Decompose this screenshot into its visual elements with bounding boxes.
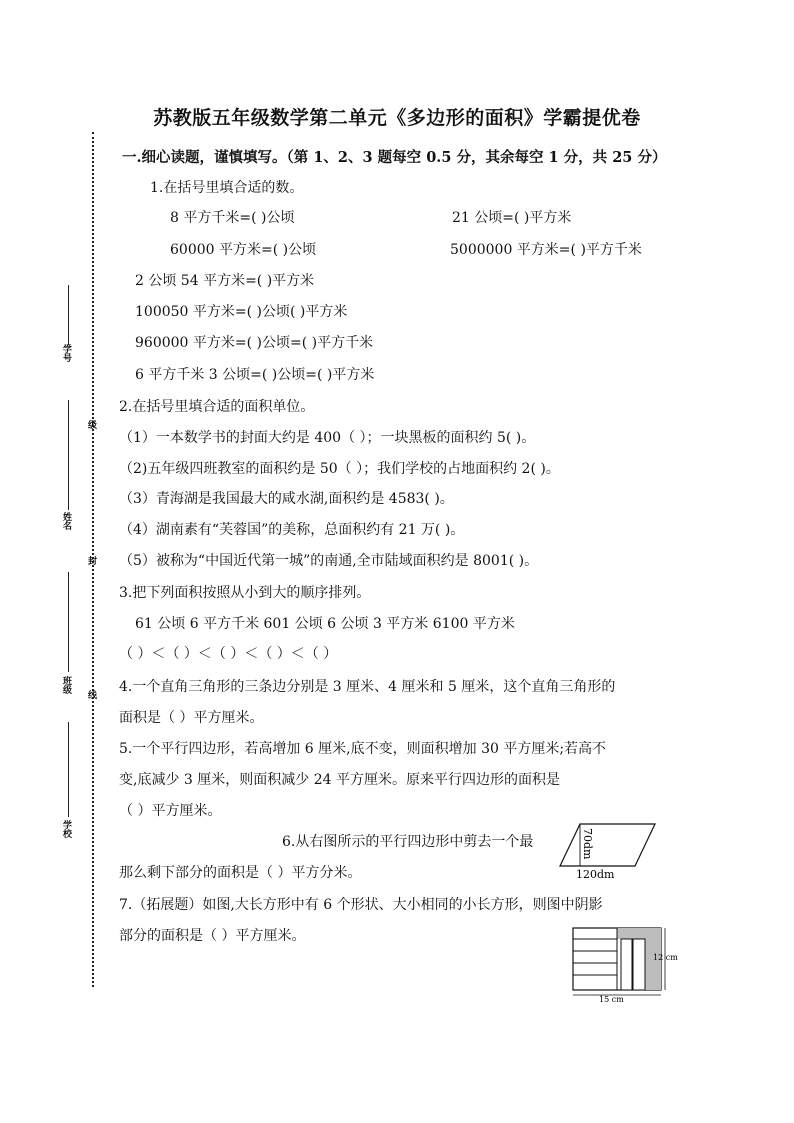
section-heading: 一.细心读题，谨慎填写。（第 1、2、3 题每空 0.5 分，其余每空 1 分，共 25 分） [122,149,667,166]
q1-item-b: 21 公顷=( )平方米 [452,210,572,226]
q6-line-2: 那么剩下部分的面积是（ ）平方分米。 [119,865,362,881]
q3-items: 61 公顷 6 平方千米 601 公顷 6 公顷 3 平方米 6100 平方米 [135,616,515,632]
q1-item-d: 5000000 平方米=( )平方千米 [450,242,642,258]
q2-line-4: （4）湖南素有“芙蓉国”的美称，总面积约有 21 万( )。 [119,522,465,538]
height-dimension-label: 12 cm [653,953,678,962]
q7-line-1: 7.（拓展题）如图,大长方形中有 6 个形状、大小相同的小长方形，则图中阴影 [119,897,603,913]
binding-mark-xian: 线 [88,691,98,701]
class-label: 班级 [61,676,71,694]
q1-item-a: 8 平方千米=( )公顷 [170,210,295,226]
page-title: 苏教版五年级数学第二单元《多边形的面积》学霸提优卷 [153,107,641,129]
q6-line-1: 6.从右图所示的平行四边形中剪去一个最 [282,834,534,850]
vertical-small-rect-1 [621,939,632,990]
q4-line-2: 面积是（ ）平方厘米。 [119,710,264,726]
q1-item-e: 2 公顷 54 平方米=( )平方米 [135,273,315,289]
q5-line-3: （ ）平方厘米。 [119,803,222,819]
q7-line-2: 部分的面积是（ ）平方厘米。 [119,928,306,944]
width-dimension-label: 15 cm [599,995,624,1004]
student-id-line [68,285,69,345]
school-line [68,722,69,817]
q2-line-1: （1）一本数学书的封面大约是 400（ ）；一块黑板的面积约 5( )。 [119,430,536,446]
q5-line-2: 变,底减少 3 厘米，则面积减少 24 平方厘米。原来平行四边形的面积是 [119,772,560,788]
name-label: 姓名 [61,512,71,530]
parallelogram-figure [550,820,670,880]
q4-line-1: 4.一个直角三角形的三条边分别是 3 厘米、4 厘米和 5 厘米，这个直角三角形的 [119,679,616,695]
parallelogram-base-label: 120dm [576,868,615,880]
q1-item-h: 6 平方千米 3 公顷=( )公顷=( )平方米 [135,367,375,383]
class-line [68,572,69,672]
q3-blanks: （ ）＜（ ）＜（ ）＜（ ）＜（ ） [119,646,338,662]
q3-heading: 3.把下列面积按照从小到大的顺序排列。 [119,585,371,601]
q2-line-3: （3）青海湖是我国最大的咸水湖,面积约是 4583( )。 [119,491,454,507]
q2-line-5: （5）被称为“中国近代第一城”的南通,全市陆域面积约是 8001( )。 [119,553,539,569]
q1-item-c: 60000 平方米=( )公顷 [170,242,317,258]
q1-heading: 1.在括号里填合适的数。 [150,180,304,196]
school-label: 学校 [61,820,71,838]
student-id-label: 学号 [61,344,71,362]
binding-mark-feng: 封 [88,557,98,567]
vertical-small-rect-2 [633,939,645,990]
name-line [68,400,69,510]
q1-item-g: 960000 平方米=( )公顷=( )平方千米 [135,335,374,351]
parallelogram-height-label: 70dm [581,828,594,860]
q1-item-f: 100050 平方米=( )公顷( )平方米 [135,304,348,320]
binding-mark-ji: 级 [88,421,98,431]
q2-heading: 2.在括号里填合适的面积单位。 [119,399,315,415]
q2-line-2: （2)五年级四班教室的面积约是 50（ ）；我们学校的占地面积约 2( )。 [119,461,560,477]
rectangle-figure [565,922,685,1004]
q5-line-1: 5.一个平行四边形，若高增加 6 厘米,底不变，则面积增加 30 平方厘米;若高不 [119,741,607,757]
parallelogram-shape [560,824,655,866]
